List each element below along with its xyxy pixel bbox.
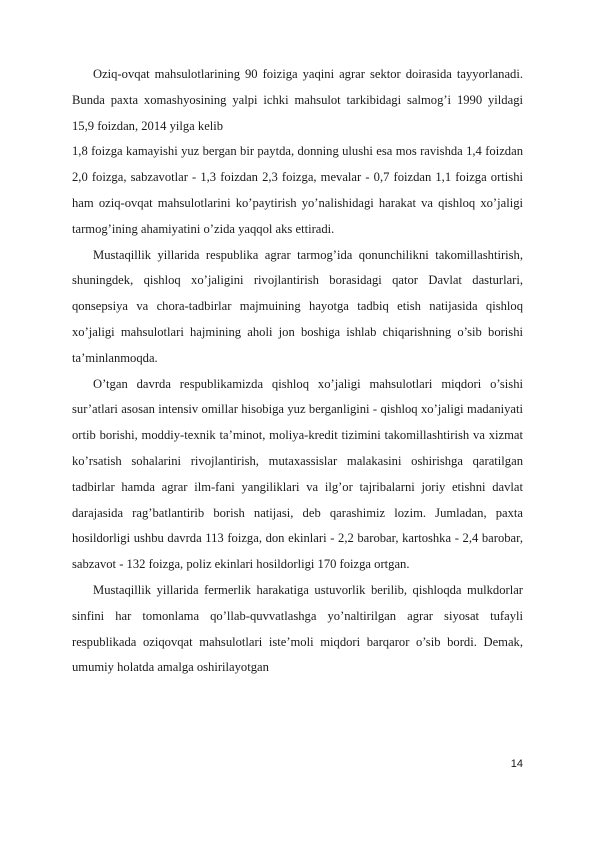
paragraph-5: Mustaqillik yillarida fermerlik harakatiga ustuvorlik berilib, qishloqda mulkdorlar sinfini har tomonlama qo’llab-quvvatlashga yo’naltirilgan agrar siyosat tufayli respublikada oziqovqat mahsulotlari iste’moli miqdori barqaror o’sib bordi. Demak, umumiy holatda amalga oshirilayotgan [72, 582, 523, 675]
paragraph-3: Mustaqillik yillarida respublika agrar tarmog’ida qonunchilikni takomillashtirish, shuningdek, qishloq xo’jaligini rivojlantirish borasidagi qator Davlat dasturlari, qonsepsiya va chora-tadbirlar majmuining hayotga tadbiq etish natijasida qishloq xo’jaligi mahsulotlari hajmining aholi jon boshiga ishlab chiqarishning o’sib borishi ta’minlanmoqda. [72, 247, 523, 365]
page-number: 14 [510, 758, 523, 770]
paragraph-2: 1,8 foizga kamayishi yuz bergan bir paytda, donning ulushi esa mos ravishda 1,4 foizdan 2,0 foizga, sabzavotlar - 1,3 foizdan 2,3 foizga, mevalar - 0,7 foizdan 1,1 foizga ortishi ham oziq-ovqat mahsulotlarini ko’paytirish yo’nalishidagi harakat va qishloq xo’jaligi tarmog’ining ahamiyatini o’zida yaqqol aks ettiradi. [72, 144, 523, 236]
paragraph-1: Oziq-ovqat mahsulotlarining 90 foiziga yaqini agrar sektor doirasida tayyorlanadi. Bunda paxta xomashyosining yalpi ichki mahsulot tarkibidagi salmog’i 1990 yildagi 15,9 foizdan, 2014 yilga kelib [72, 67, 523, 133]
document-page [72, 62, 523, 681]
paragraph-4: O’tgan davrda respublikamizda qishloq xo’jaligi mahsulotlari miqdori o’sishi sur’atlari asosan intensiv omillar hisobiga yuz berganligini - qishloq xo’jaligi madaniyati ortib borishi, moddiy-texnik ta’minot, moliya-kredit tizimini takomillashtirish va xizmat ko’rsatish sohalarini rivojlantirish, mutaxassislar malakasini oshirishga qaratilgan tadbirlar hamda agrar ilm-fani yangiliklari va ilg’or tajribalarni joriy etishni davlat darajasida rag’batlantirib borish natijasi, deb qarashimiz lozim. Jumladan, paxta hosildorligi ushbu davrda 113 foizga, don ekinlari - 2,2 barobar, kartoshka - 2,4 barobar, sabzavot - 132 foizga, poliz ekinlari hosildorligi 170 foizga ortgan. [72, 376, 523, 572]
